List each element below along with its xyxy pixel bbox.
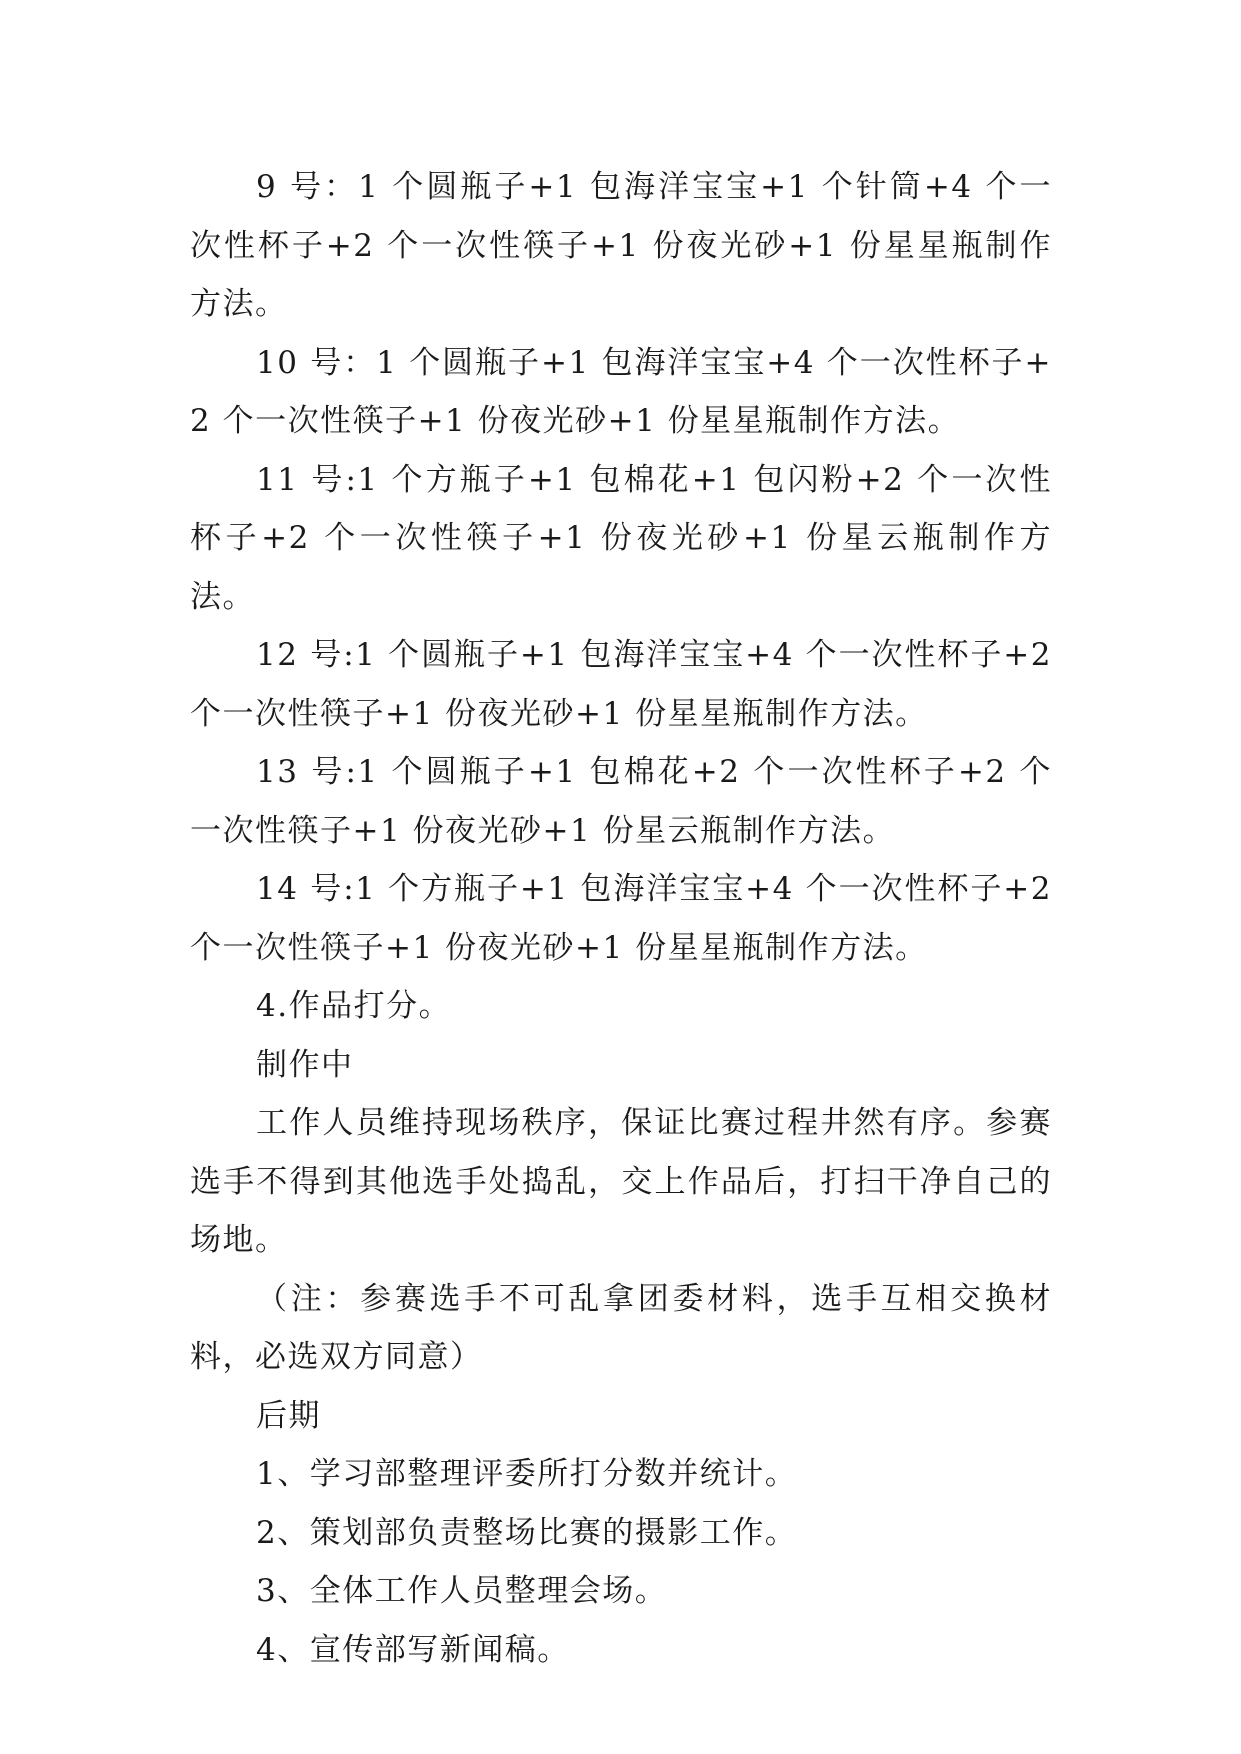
section-heading-during: 制作中 xyxy=(256,1046,354,1083)
paragraph-item-9: 9 号：1 个圆瓶子+1 包海洋宝宝+1 个针筒+4 个一次性杯子+2 个一次性筷子+1 份夜光砂+1 份星星瓶制作方法。 xyxy=(190,169,1052,322)
paragraph-scoring: 4.作品打分。 xyxy=(256,988,452,1024)
list-item-1: 1、学习部整理评委所打分数并统计。 xyxy=(256,1456,798,1492)
paragraph-item-10: 10 号：1 个圆瓶子+1 包海洋宝宝+4 个一次性杯子+2 个一次性筷子+1 份夜光砂+1 份星星瓶制作方法。 xyxy=(190,344,1052,439)
list-item-3: 3、全体工作人员整理会场。 xyxy=(256,1573,668,1609)
list-item-4: 4、宣传部写新闻稿。 xyxy=(256,1631,570,1668)
section-heading-after: 后期 xyxy=(256,1397,321,1434)
list-item-2: 2、策划部负责整场比赛的摄影工作。 xyxy=(256,1514,798,1551)
paragraph-order-rules: 工作人员维持现场秩序，保证比赛过程井然有序。参赛选手不得到其他选手处捣乱，交上作品后，打扫干净自己的场地。 xyxy=(190,1105,1052,1258)
paragraph-item-12: 12 号:1 个圆瓶子+1 包海洋宝宝+4 个一次性杯子+2 个一次性筷子+1 份夜光砂+1 份星星瓶制作方法。 xyxy=(190,637,1052,732)
document-body xyxy=(190,158,1052,1679)
paragraph-item-14: 14 号:1 个方瓶子+1 包海洋宝宝+4 个一次性杯子+2 个一次性筷子+1 份夜光砂+1 份星星瓶制作方法。 xyxy=(190,871,1052,966)
paragraph-item-11: 11 号:1 个方瓶子+1 包棉花+1 包闪粉+2 个一次性杯子+2 个一次性筷子+1 份夜光砂+1 份星云瓶制作方法。 xyxy=(190,461,1052,615)
paragraph-item-13: 13 号:1 个圆瓶子+1 包棉花+2 个一次性杯子+2 个一次性筷子+1 份夜光砂+1 份星云瓶制作方法。 xyxy=(190,754,1052,849)
paragraph-note: （注：参赛选手不可乱拿团委材料，选手互相交换材料，必选双方同意） xyxy=(190,1280,1052,1375)
